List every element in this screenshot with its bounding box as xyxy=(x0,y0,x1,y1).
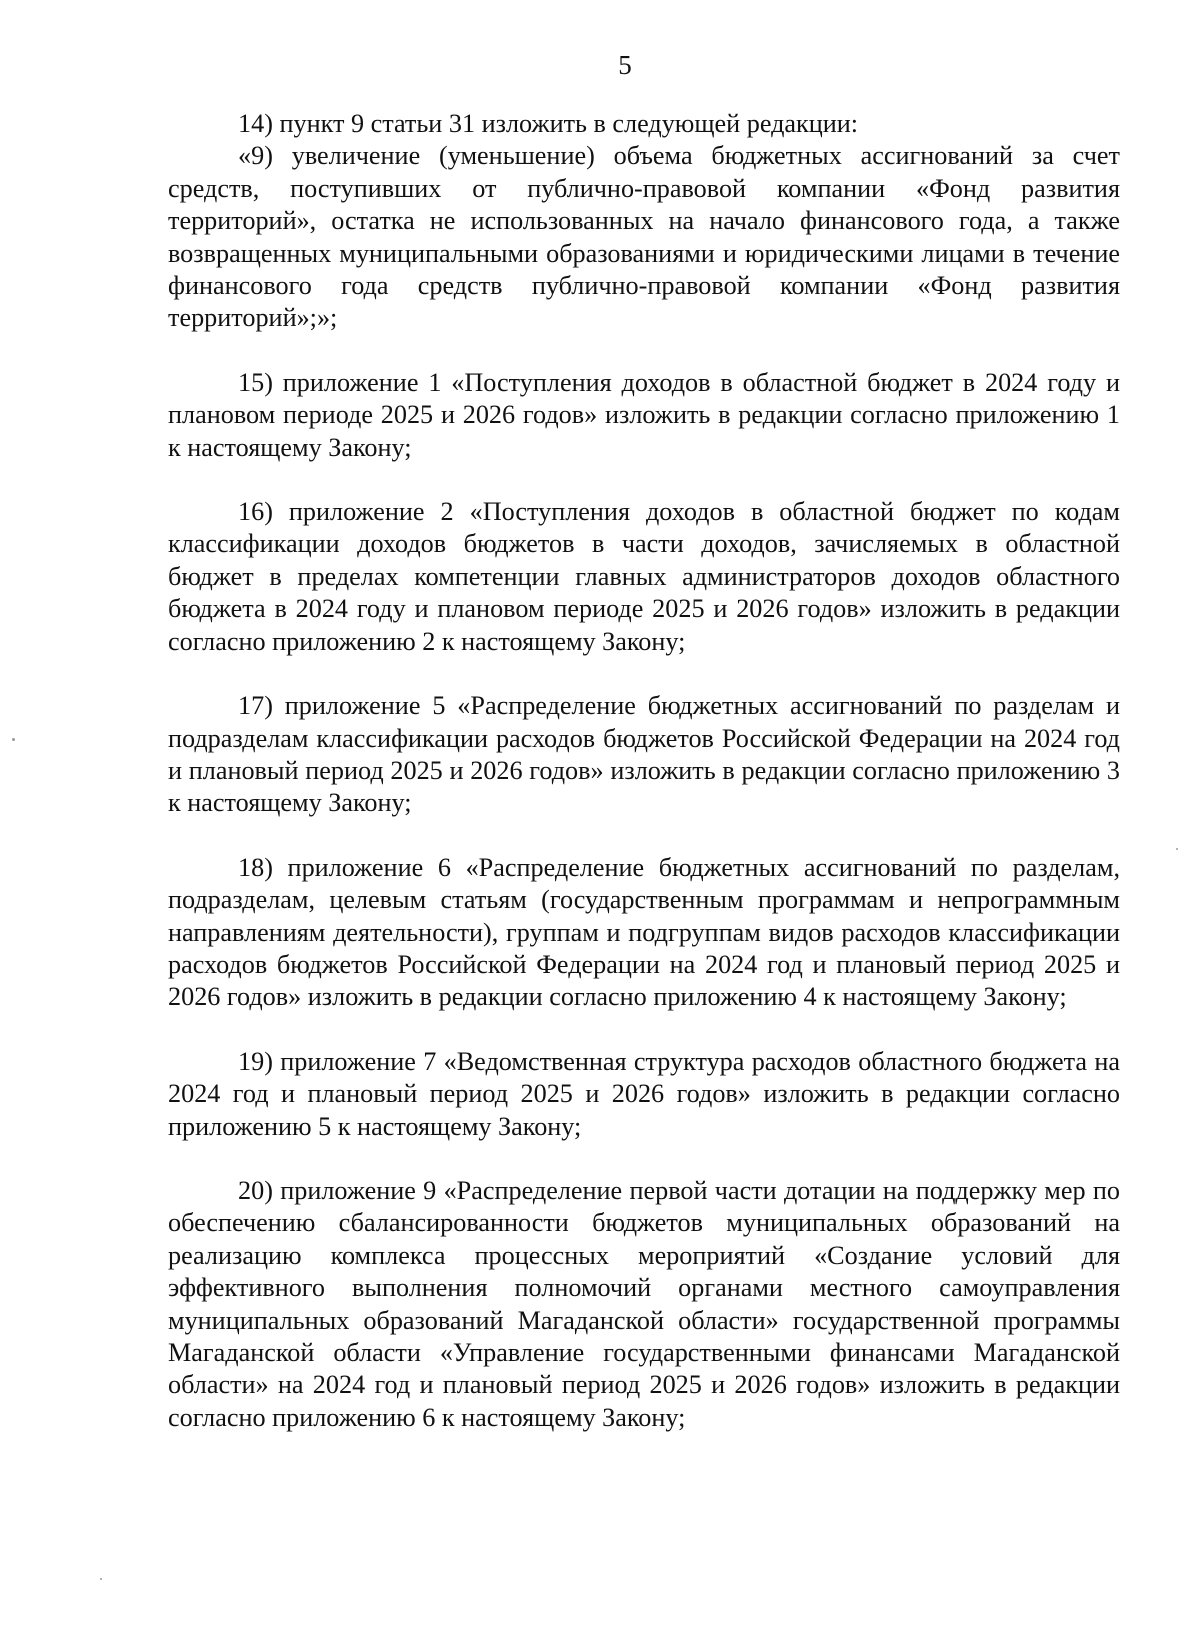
paragraph-item-17: 17) приложение 5 «Распределение бюджетных ассигнований по разделам и подразделам классификации расходов бюджетов Российской Федерации на 2024 год и плановый период 2025 и 2026 годов» изложить в редакции согласно приложению 3 к настоящему Закону; xyxy=(168,691,1120,818)
paragraph-item-9-text: «9) увеличение (уменьшение) объема бюджетных ассигнований за счет средств, поступивших от публично-правовой компании «Фонд развития территорий», остатка не использованных на начало финансового года, а также возвращенных муниципальными образованиями и юридическими лицами в течение финансового года средств публично-правовой компании «Фонд развития территорий»;»; xyxy=(168,141,1120,333)
page-number: 5 xyxy=(618,50,632,80)
paragraph-item-15: 15) приложение 1 «Поступления доходов в областной бюджет в 2024 году и плановом периоде 2025 и 2026 годов» изложить в редакции согласно приложению 1 к настоящему Закону; xyxy=(168,367,1120,462)
document-body xyxy=(168,108,1120,1434)
paragraph-item-18: 18) приложение 6 «Распределение бюджетных ассигнований по разделам, подразделам, целевым статьям (государственным программам и непрограммным направлениям деятельности), группам и подгруппам видов расходов классификации расходов бюджетов Российской Федерации на 2024 год и плановый период 2025 и 2026 годов» изложить в редакции согласно приложению 4 к настоящему Закону; xyxy=(168,852,1120,1012)
paragraph-item-20: 20) приложение 9 «Распределение первой части дотации на поддержку мер по обеспечению сбалансированности бюджетов муниципальных образований на реализацию комплекса процессных мероприятий «Создание условий для эффективного выполнения полномочий органами местного самоуправления муниципальных образований Магаданской области» государственной программы Магаданской области «Управление государственными финансами Магаданской области» на 2024 год и плановый период 2025 и 2026 годов» изложить в редакции согласно приложению 6 к настоящему Закону; xyxy=(168,1175,1120,1432)
paragraph-item-14: 14) пункт 9 статьи 31 изложить в следующей редакции: xyxy=(238,109,859,138)
paragraph-item-19: 19) приложение 7 «Ведомственная структура расходов областного бюджета на 2024 год и плановый период 2025 и 2026 годов» изложить в редакции согласно приложению 5 к настоящему Закону; xyxy=(168,1046,1120,1141)
scan-speck xyxy=(100,1578,102,1580)
scan-speck xyxy=(12,738,15,741)
scan-speck xyxy=(1176,848,1178,850)
paragraph-item-16: 16) приложение 2 «Поступления доходов в областной бюджет по кодам классификации доходов бюджетов в части доходов, зачисляемых в областной бюджет в пределах компетенции главных администраторов доходов областного бюджета в 2024 году и плановом периоде 2025 и 2026 годов» изложить в редакции согласно приложению 2 к настоящему Закону; xyxy=(168,497,1120,656)
